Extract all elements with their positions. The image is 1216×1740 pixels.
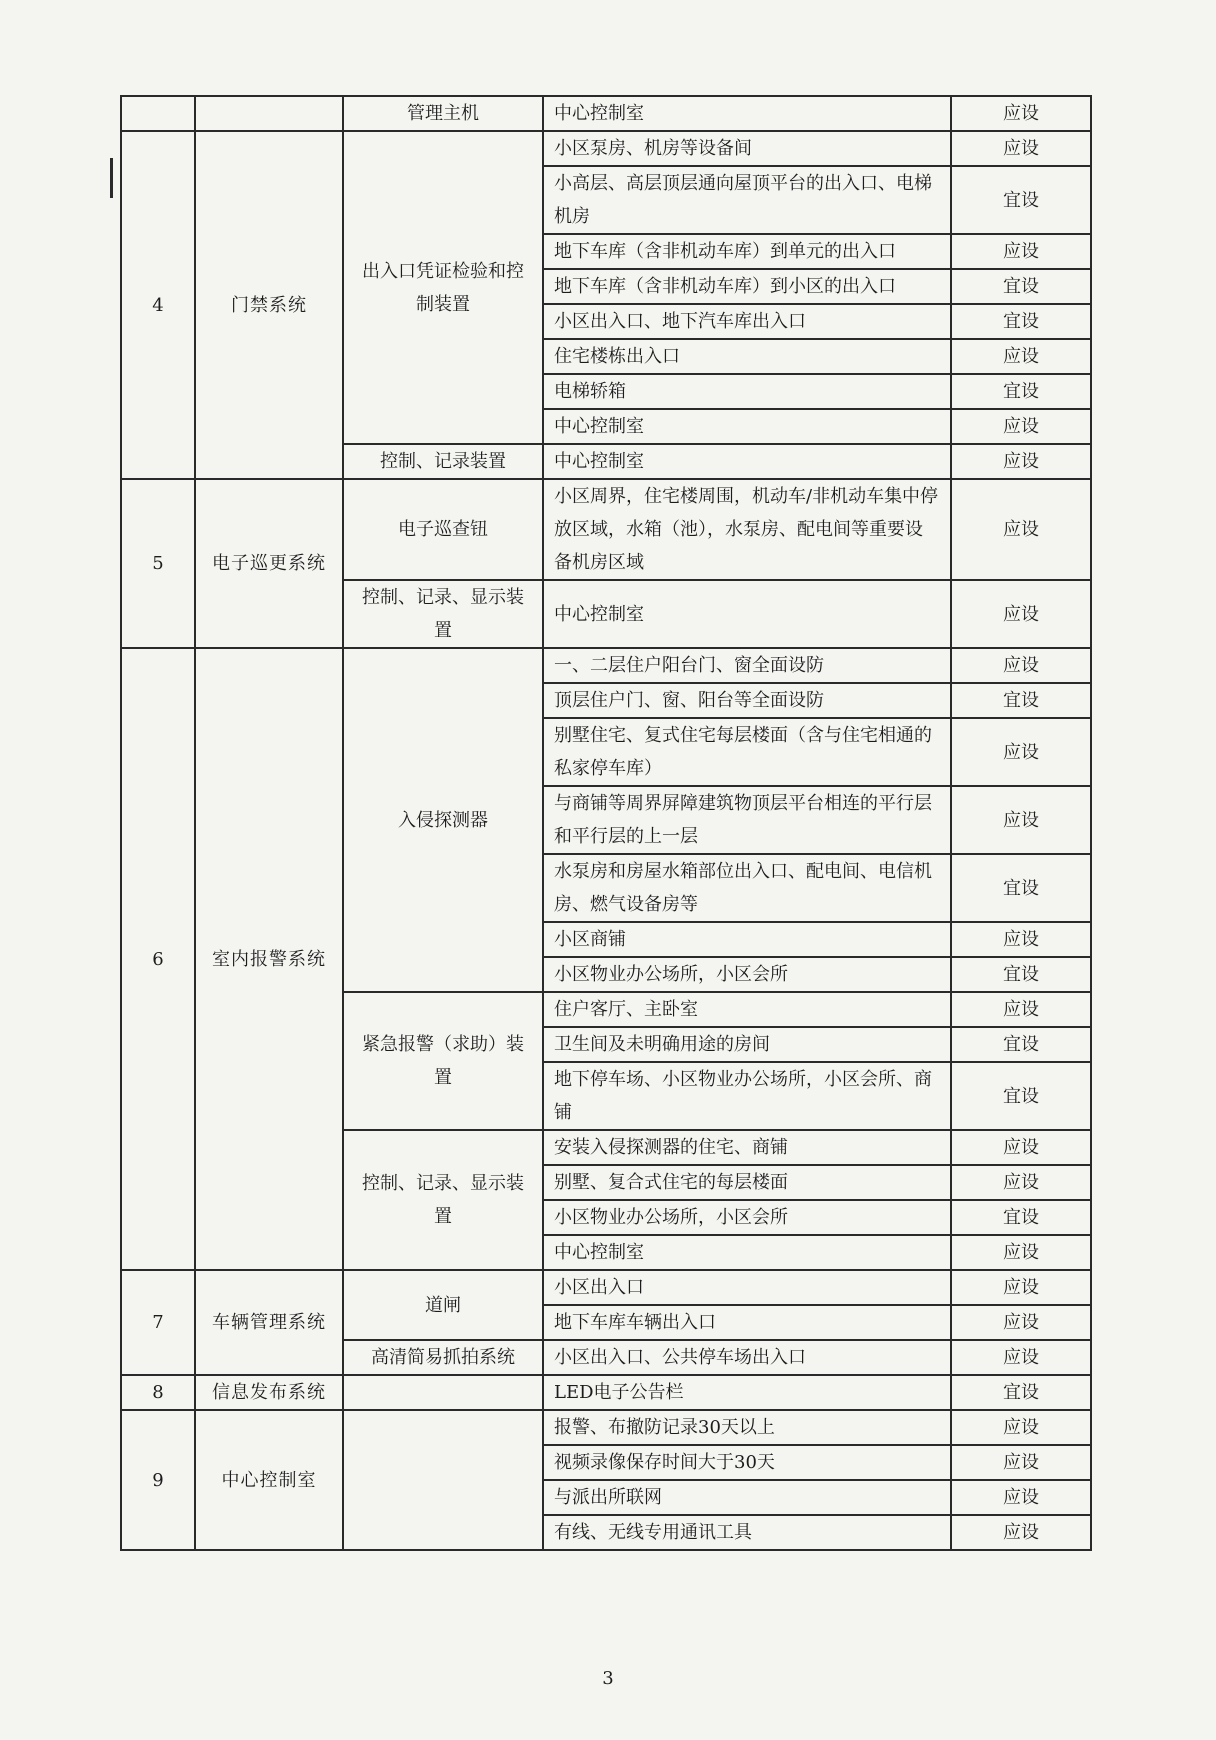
device-name: 出入口凭证检验和控制装置: [343, 131, 543, 444]
requirement-level: 应设: [951, 786, 1091, 854]
install-location: 有线、无线专用通讯工具: [543, 1515, 951, 1550]
install-location: 别墅住宅、复式住宅每层楼面（含与住宅相通的私家停车库）: [543, 718, 951, 786]
install-location: 安装入侵探测器的住宅、商铺: [543, 1130, 951, 1165]
requirement-level: 宜设: [951, 269, 1091, 304]
device-name: 控制、记录、显示装置: [343, 1130, 543, 1270]
install-location: 小区周界，住宅楼周围，机动车/非机动车集中停放区域，水箱（池），水泵房、配电间等重要设备机房区域: [543, 479, 951, 580]
requirement-level: 应设: [951, 1340, 1091, 1375]
table-body: [121, 96, 1091, 1550]
requirement-level: 应设: [951, 409, 1091, 444]
install-location: 与商铺等周界屏障建筑物顶层平台相连的平行层和平行层的上一层: [543, 786, 951, 854]
install-location: 小区物业办公场所，小区会所: [543, 1200, 951, 1235]
requirement-level: 应设: [951, 992, 1091, 1027]
requirement-level: 应设: [951, 1305, 1091, 1340]
requirement-level: 应设: [951, 1165, 1091, 1200]
requirement-level: 应设: [951, 339, 1091, 374]
install-location: 一、二层住户阳台门、窗全面设防: [543, 648, 951, 683]
requirement-level: 应设: [951, 1480, 1091, 1515]
install-location: 小区出入口、公共停车场出入口: [543, 1340, 951, 1375]
device-name: 紧急报警（求助）装置: [343, 992, 543, 1130]
table-row: [121, 96, 1091, 131]
system-name: 电子巡更系统: [195, 479, 343, 648]
requirement-level: 应设: [951, 1445, 1091, 1480]
margin-mark: [110, 158, 113, 198]
install-location: 中心控制室: [543, 444, 951, 479]
install-location: 别墅、复合式住宅的每层楼面: [543, 1165, 951, 1200]
install-location: 地下车库车辆出入口: [543, 1305, 951, 1340]
requirement-level: 宜设: [951, 1200, 1091, 1235]
requirement-level: 应设: [951, 648, 1091, 683]
install-location: 小区商铺: [543, 922, 951, 957]
requirement-level: 应设: [951, 96, 1091, 131]
install-location: 地下车库（含非机动车库）到小区的出入口: [543, 269, 951, 304]
install-location: 视频录像保存时间大于30天: [543, 1445, 951, 1480]
requirement-level: 宜设: [951, 957, 1091, 992]
install-location: 卫生间及未明确用途的房间: [543, 1027, 951, 1062]
requirement-level: 宜设: [951, 1027, 1091, 1062]
requirement-level: 宜设: [951, 166, 1091, 234]
install-location: 小高层、高层顶层通向屋顶平台的出入口、电梯机房: [543, 166, 951, 234]
install-location: 中心控制室: [543, 580, 951, 648]
device-name: 高清简易抓拍系统: [343, 1340, 543, 1375]
item-number: 9: [121, 1410, 195, 1550]
install-location: 中心控制室: [543, 96, 951, 131]
requirement-level: 宜设: [951, 304, 1091, 339]
requirement-level: 应设: [951, 1515, 1091, 1550]
requirement-level: 应设: [951, 444, 1091, 479]
device-name: 入侵探测器: [343, 648, 543, 992]
install-location: 地下车库（含非机动车库）到单元的出入口: [543, 234, 951, 269]
install-location: 中心控制室: [543, 1235, 951, 1270]
device-name: [343, 1375, 543, 1410]
device-name: 道闸: [343, 1270, 543, 1340]
install-location: 住户客厅、主卧室: [543, 992, 951, 1027]
requirement-level: 宜设: [951, 683, 1091, 718]
install-location: 与派出所联网: [543, 1480, 951, 1515]
table-row: [121, 1410, 1091, 1445]
requirement-level: 应设: [951, 718, 1091, 786]
install-location: 小区出入口、地下汽车库出入口: [543, 304, 951, 339]
install-location: 小区出入口: [543, 1270, 951, 1305]
item-number: 4: [121, 131, 195, 479]
requirement-level: 应设: [951, 1130, 1091, 1165]
device-name: 电子巡查钮: [343, 479, 543, 580]
table-row: [121, 1375, 1091, 1410]
requirement-level: 应设: [951, 131, 1091, 166]
requirements-table: [120, 95, 1092, 1551]
system-name: 信息发布系统: [195, 1375, 343, 1410]
install-location: 小区泵房、机房等设备间: [543, 131, 951, 166]
device-name: 控制、记录装置: [343, 444, 543, 479]
install-location: LED电子公告栏: [543, 1375, 951, 1410]
table-row: [121, 648, 1091, 683]
item-number: 6: [121, 648, 195, 1270]
table-row: [121, 1270, 1091, 1305]
table-row: [121, 131, 1091, 166]
system-name: 中心控制室: [195, 1410, 343, 1550]
requirement-level: 应设: [951, 1410, 1091, 1445]
system-name: 车辆管理系统: [195, 1270, 343, 1375]
device-name: 管理主机: [343, 96, 543, 131]
requirement-level: 应设: [951, 479, 1091, 580]
item-number: 7: [121, 1270, 195, 1375]
requirement-level: 宜设: [951, 1062, 1091, 1130]
item-number: [121, 96, 195, 131]
system-name: 门禁系统: [195, 131, 343, 479]
install-location: 报警、布撤防记录30天以上: [543, 1410, 951, 1445]
system-name: [195, 96, 343, 131]
requirement-level: 宜设: [951, 1375, 1091, 1410]
install-location: 水泵房和房屋水箱部位出入口、配电间、电信机房、燃气设备房等: [543, 854, 951, 922]
requirement-level: 宜设: [951, 374, 1091, 409]
requirement-level: 应设: [951, 1270, 1091, 1305]
install-location: 小区物业办公场所，小区会所: [543, 957, 951, 992]
page-number: 3: [602, 1668, 614, 1689]
system-name: 室内报警系统: [195, 648, 343, 1270]
requirement-level: 应设: [951, 1235, 1091, 1270]
item-number: 8: [121, 1375, 195, 1410]
requirement-level: 应设: [951, 922, 1091, 957]
requirement-level: 应设: [951, 234, 1091, 269]
device-name: [343, 1410, 543, 1550]
requirement-level: 应设: [951, 580, 1091, 648]
install-location: 地下停车场、小区物业办公场所，小区会所、商铺: [543, 1062, 951, 1130]
requirement-level: 宜设: [951, 854, 1091, 922]
device-name: 控制、记录、显示装置: [343, 580, 543, 648]
install-location: 电梯轿箱: [543, 374, 951, 409]
install-location: 顶层住户门、窗、阳台等全面设防: [543, 683, 951, 718]
install-location: 中心控制室: [543, 409, 951, 444]
table-row: [121, 479, 1091, 580]
item-number: 5: [121, 479, 195, 648]
install-location: 住宅楼栋出入口: [543, 339, 951, 374]
